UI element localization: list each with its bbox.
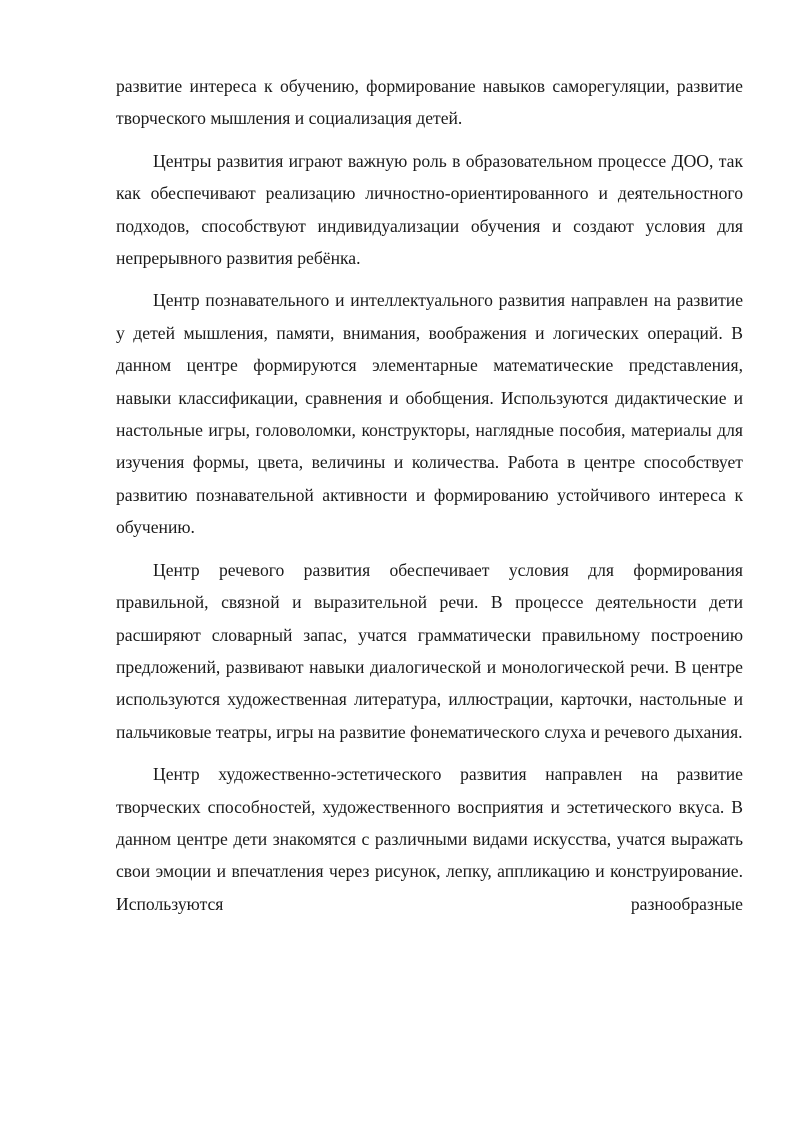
paragraph-art-center: Центр художественно-эстетического развития направлен на развитие творческих способностей, художественного восприятия и эстетического вкуса. В данном центре дети знакомятся с различными видами искусства, учатся выражать свои эмоции и впечатления через рисунок, лепку, аппликацию и конструирование. Используются разнообразные xyxy=(116,764,743,914)
paragraph-continuation: развитие интереса к обучению, формирование навыков саморегуляции, развитие творческого мышления и социализация детей. xyxy=(116,76,743,129)
paragraph-centers-role: Центры развития играют важную роль в образовательном процессе ДОО, так как обеспечивают реализацию личностно-ориентированного и деятельностного подходов, способствуют индивидуализации обучения и создают условия для непрерывного развития ребёнка. xyxy=(116,150,743,269)
paragraph-speech-center: Центр речевого развития обеспечивает условия для формирования правильной, связной и выразительной речи. В процессе деятельности дети расширяют словарный запас, учатся грамматически правильному построению предложений, развивают навыки диалогической и монологической речи. В центре используются художественная литература, иллюстрации, карточки, настольные и пальчиковые театры, игры на развитие фонематического слуха и речевого дыхания. xyxy=(116,559,743,742)
document-body xyxy=(116,70,743,930)
paragraph-cognitive-center: Центр познавательного и интеллектуального развития направлен на развитие у детей мышления, памяти, внимания, воображения и логических операций. В данном центре формируются элементарные математические представления, навыки классификации, сравнения и обобщения. Используются дидактические и настольные игры, головоломки, конструкторы, наглядные пособия, материалы для изучения формы, цвета, величины и количества. Работа в центре способствует развитию познавательной активности и формированию устойчивого интереса к обучению. xyxy=(116,290,743,538)
